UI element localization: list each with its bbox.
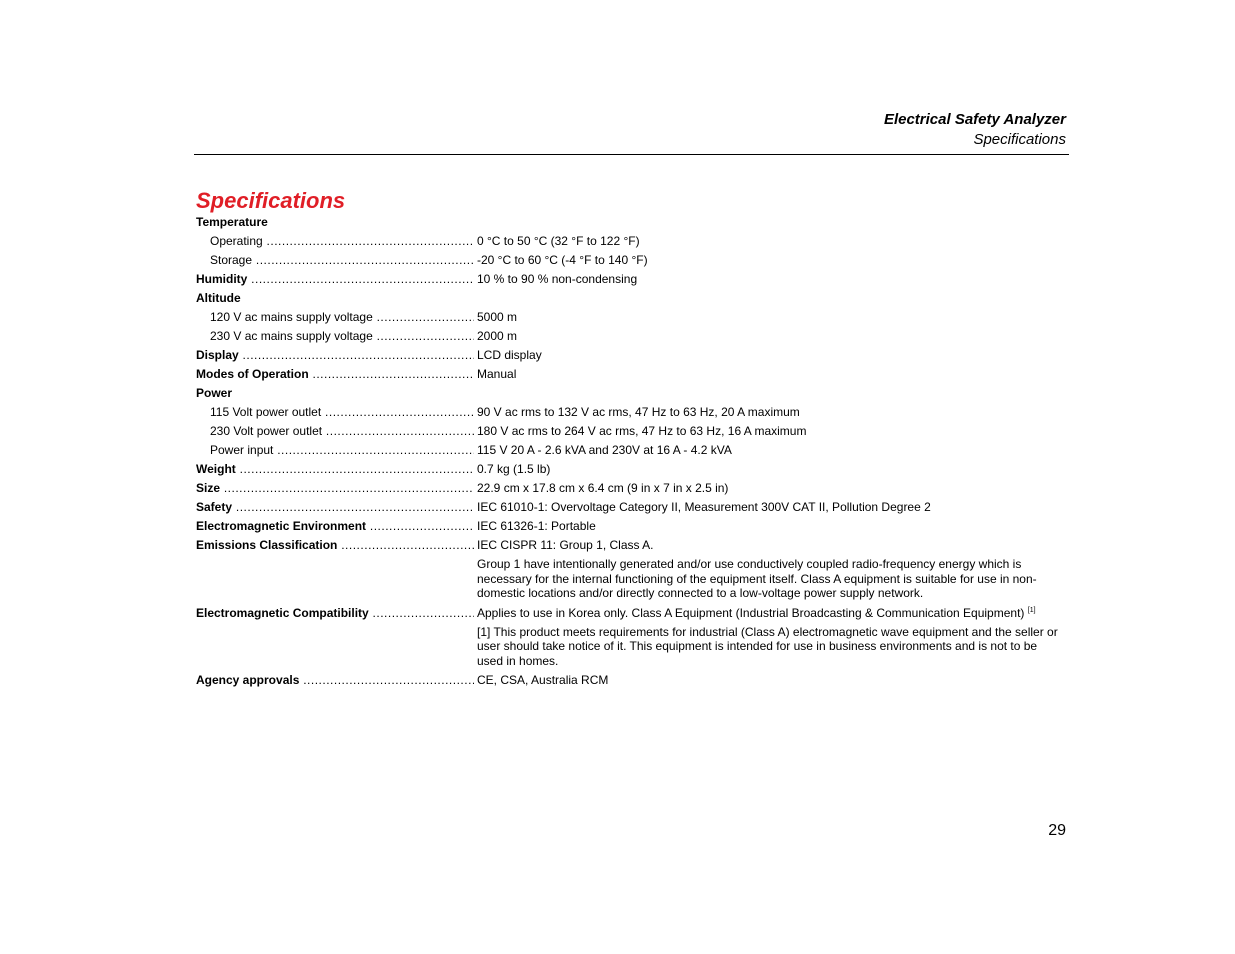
spec-label: Altitude	[196, 291, 241, 305]
spec-row-altitude-230v	[196, 329, 1066, 343]
spec-label: 120 V ac mains supply voltage .....	[196, 310, 474, 324]
spec-row-agency-approvals	[196, 673, 1066, 687]
specifications-list	[196, 215, 1066, 692]
spec-row-display	[196, 348, 1066, 362]
spec-value: 22.9 cm x 17.8 cm x 6.4 cm (9 in x 7 in x 2.5 in)	[477, 481, 729, 495]
spec-note-electromagnetic-compatibility	[196, 625, 1066, 669]
spec-note-text: Group 1 have intentionally generated and/or use conductively coupled radio-frequency energy which is necessary for the internal functioning of the equipment itself. Class A equipment is suitable for use in non-domestic locations and/or directly connected to a low-voltage power supply network.	[477, 557, 1037, 600]
spec-row-power-input	[196, 443, 1066, 457]
spec-label: 115 Volt power outlet .....	[196, 405, 474, 419]
spec-value	[474, 606, 1066, 620]
spec-value: 180 V ac rms to 264 V ac rms, 47 Hz to 63 Hz, 16 A maximum	[477, 424, 807, 438]
spec-label: Temperature	[196, 215, 268, 229]
spec-value: 115 V 20 A - 2.6 kVA and 230V at 16 A - 4.2 kVA	[477, 443, 732, 457]
spec-row-size	[196, 481, 1066, 495]
spec-row-power-outlet-115v	[196, 405, 1066, 419]
spec-row-operating-temperature	[196, 234, 1066, 248]
page-number: 29	[1048, 822, 1066, 839]
spec-label: Emissions Classification .....	[196, 538, 474, 552]
spec-row-altitude-120v	[196, 310, 1066, 324]
spec-row-power-outlet-230v	[196, 424, 1066, 438]
header-subtitle: Specifications	[973, 131, 1066, 148]
header-title: Electrical Safety Analyzer	[883, 111, 1066, 128]
spec-value: 90 V ac rms to 132 V ac rms, 47 Hz to 63 Hz, 20 A maximum	[477, 405, 800, 419]
spec-label: 230 V ac mains supply voltage .....	[196, 329, 474, 343]
spec-row-safety	[196, 500, 1066, 514]
spec-label: 230 Volt power outlet .....	[196, 424, 474, 438]
spec-label: Humidity .....	[196, 272, 474, 286]
spec-label: Agency approvals .....	[196, 673, 474, 687]
spec-value: 10 % to 90 % non-condensing	[477, 272, 638, 286]
spec-value: LCD display	[477, 348, 542, 362]
spec-note-text: [1] This product meets requirements for industrial (Class A) electromagnetic wave equipment and the seller or user should take notice of it. This equipment is intended for use in business environments and is not to be used in homes.	[477, 624, 1058, 668]
spec-note-emissions	[196, 557, 1066, 601]
spec-row-temperature	[196, 215, 1066, 229]
spec-row-electromagnetic-environment	[196, 519, 1066, 533]
spec-value: CE, CSA, Australia RCM	[477, 673, 609, 687]
spec-label: Safety .....	[196, 500, 474, 514]
spec-row-altitude	[196, 291, 1066, 305]
spec-row-power	[196, 386, 1066, 400]
spec-label: Electromagnetic Compatibility .....	[196, 606, 474, 620]
spec-label: Power	[196, 386, 233, 400]
spec-label: Operating .....	[196, 234, 474, 248]
spec-label: Size .....	[196, 481, 474, 495]
spec-label: Storage .....	[196, 253, 474, 267]
spec-label: Power input .....	[196, 443, 474, 457]
spec-label: Electromagnetic Environment .....	[196, 519, 474, 533]
spec-row-humidity	[196, 272, 1066, 286]
spec-value: 5000 m	[477, 310, 518, 324]
spec-value: IEC CISPR 11: Group 1, Class A.	[477, 538, 654, 552]
running-header	[884, 110, 1066, 149]
page-title: Specifications	[196, 188, 346, 213]
spec-value: IEC 61010-1: Overvoltage Category II, Measurement 300V CAT II, Pollution Degree 2	[477, 500, 931, 514]
spec-value: IEC 61326-1: Portable	[477, 519, 596, 533]
spec-label: Weight .....	[196, 462, 474, 476]
spec-row-emissions-classification	[196, 538, 1066, 552]
spec-row-electromagnetic-compatibility	[196, 606, 1066, 620]
spec-row-storage-temperature	[196, 253, 1066, 267]
spec-row-weight	[196, 462, 1066, 476]
spec-value: Manual	[477, 367, 517, 381]
spec-value-text: Applies to use in Korea only. Class A Equipment (Industrial Broadcasting & Communication Equipment)	[477, 605, 1025, 620]
spec-value: 0.7 kg (1.5 lb)	[477, 462, 551, 476]
spec-label: Display .....	[196, 348, 474, 362]
spec-label: Modes of Operation .....	[196, 367, 474, 381]
spec-row-modes-of-operation	[196, 367, 1066, 381]
header-divider	[194, 154, 1069, 155]
footnote-marker: [1]	[1027, 606, 1036, 614]
spec-value: -20 °C to 60 °C (-4 °F to 140 °F)	[477, 253, 648, 267]
spec-value: 0 °C to 50 °C (32 °F to 122 °F)	[477, 234, 640, 248]
spec-value: 2000 m	[477, 329, 518, 343]
